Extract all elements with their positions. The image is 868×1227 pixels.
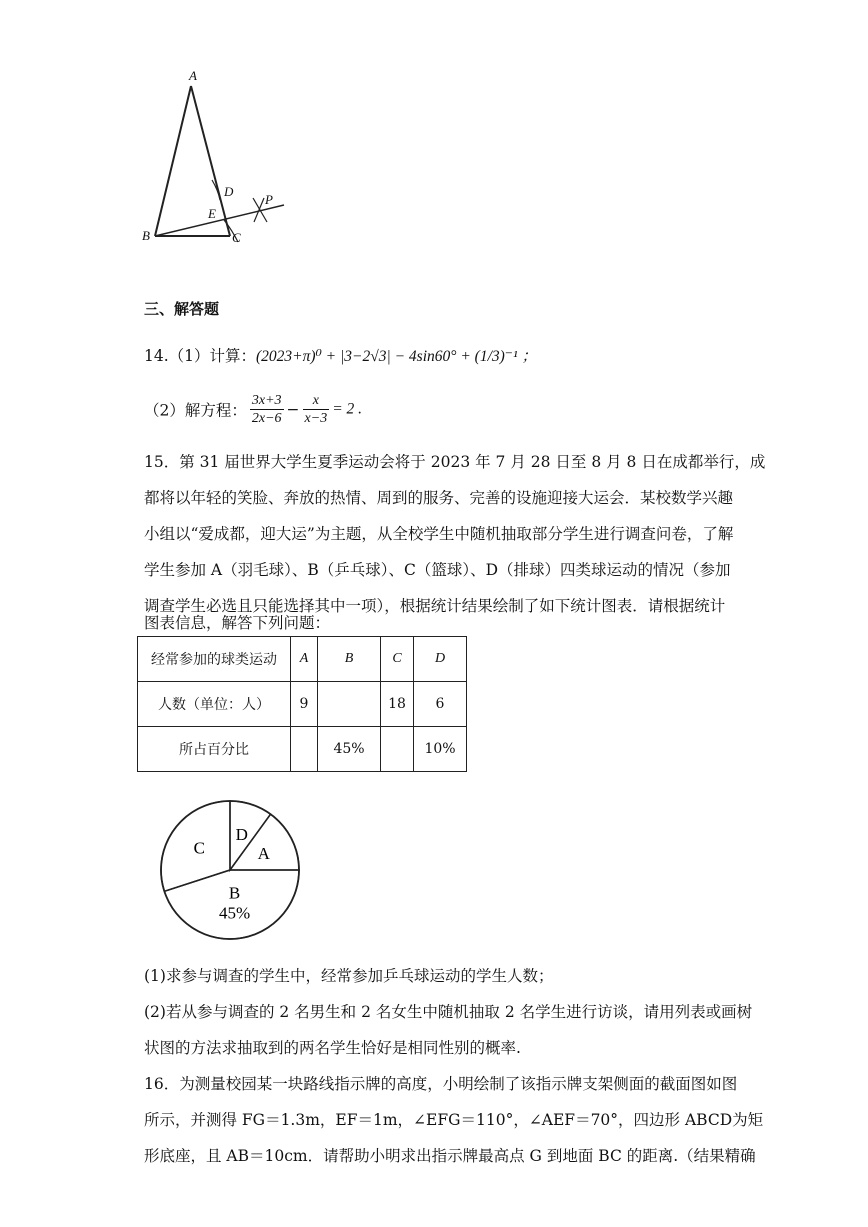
table-row: [138, 727, 467, 772]
table-cell: 18: [381, 682, 414, 727]
q14-frac2-den: x−3: [304, 411, 328, 426]
q16-line-3: 形底座，且 AB＝10cm．请帮助小明求出指示牌最高点 G 到地面 BC 的距离.（结果精确: [144, 1147, 756, 1165]
table-cell: D: [414, 637, 467, 682]
q15-line-3: 小组以“爱成都，迎大运”为主题，从全校学生中随机抽取部分学生进行调查问卷，了解: [144, 525, 734, 543]
q14-part1-expr: (2023+π)⁰ + |3−2√3| − 4sin60° + (1/3)⁻¹ ；: [256, 348, 538, 365]
table-row: [138, 637, 467, 682]
q14-part2-prefix: （2）解方程：: [144, 401, 247, 420]
table-cell: 所占百分比: [138, 727, 291, 772]
table-cell: [318, 682, 381, 727]
q14-frac1: [250, 392, 284, 427]
pie-label-C: C: [193, 838, 205, 858]
pie-label-D: D: [235, 824, 248, 844]
q14-part1-prefix: 14.（1）计算：: [144, 347, 257, 365]
table-row: [138, 682, 467, 727]
label-D: D: [224, 184, 234, 199]
q15-sub1: (1)求参与调查的学生中，经常参加乒乓球运动的学生人数；: [144, 967, 554, 985]
q15-line-1: 15．第 31 届世界大学生夏季运动会将于 2023 年 7 月 28 日至 8 月 8 日在成都举行，成: [144, 453, 766, 471]
q14-frac1-num: 3x+3: [251, 393, 282, 408]
pie-label-A: A: [257, 843, 270, 863]
triangle-figure: [140, 60, 300, 250]
label-B: B: [142, 228, 150, 243]
table-cell: [291, 727, 318, 772]
table-cell: C: [381, 637, 414, 682]
table-cell: 45%: [318, 727, 381, 772]
pie-chart: [155, 795, 305, 945]
q15-line-4: 学生参加 A（羽毛球）、B（乒乓球）、C（篮球）、D（排球）四类球运动的情况（参加: [144, 561, 731, 579]
q16-line-1: 16．为测量校园某一块路线指示牌的高度，小明绘制了该指示牌支架侧面的截面图如图: [144, 1075, 738, 1093]
label-P: P: [265, 192, 273, 207]
table-cell: [381, 727, 414, 772]
q15-line-6: 图表信息，解答下列问题：: [144, 614, 331, 632]
q14-frac2: [303, 392, 330, 427]
q15-line-5: 调查学生必选且只能选择其中一项），根据统计结果绘制了如下统计图表．请根据统计: [144, 597, 726, 615]
table-cell: 经常参加的球类运动: [138, 637, 291, 682]
label-A: A: [189, 68, 197, 83]
q14-frac2-num: x: [303, 392, 330, 410]
label-E: E: [208, 206, 216, 221]
table-cell: 6: [414, 682, 467, 727]
pie-label-B-percent: 45%: [218, 903, 251, 923]
q14-part2-suffix: = 2 .: [332, 400, 363, 418]
q15-sub2-line-1: (2)若从参与调查的 2 名男生和 2 名女生中随机抽取 2 名学生进行访谈，请用列表或画树: [144, 1003, 753, 1021]
q14-part1: [144, 344, 537, 366]
label-C: C: [232, 230, 241, 245]
section-title: 三、解答题: [144, 300, 220, 318]
q15-line-2: 都将以年轻的笑脸、奔放的热情、周到的服务、完善的设施迎接大运会．某校数学兴趣: [144, 489, 734, 507]
q14-frac1-den: 2x−6: [251, 411, 282, 426]
table-cell: 10%: [414, 727, 467, 772]
table-cell: A: [291, 637, 318, 682]
table-cell: B: [318, 637, 381, 682]
pie-label-B: B: [228, 883, 241, 903]
stats-table: [137, 636, 467, 772]
table-cell: 人数（单位：人）: [138, 682, 291, 727]
table-cell: 9: [291, 682, 318, 727]
q16-line-2: 所示，并测得 FG＝1.3m，EF＝1m，∠EFG＝110°，∠AEF＝70°，四边形 ABCD为矩: [144, 1111, 764, 1129]
q14-part2: （2）解方程： $\frac{3x+3}{2x-6}$ − $\frac{x}{x-3}$ = 2 .: [144, 393, 363, 426]
q15-sub2-line-2: 状图的方法求抽取到的两名学生恰好是相同性别的概率.: [144, 1039, 521, 1057]
